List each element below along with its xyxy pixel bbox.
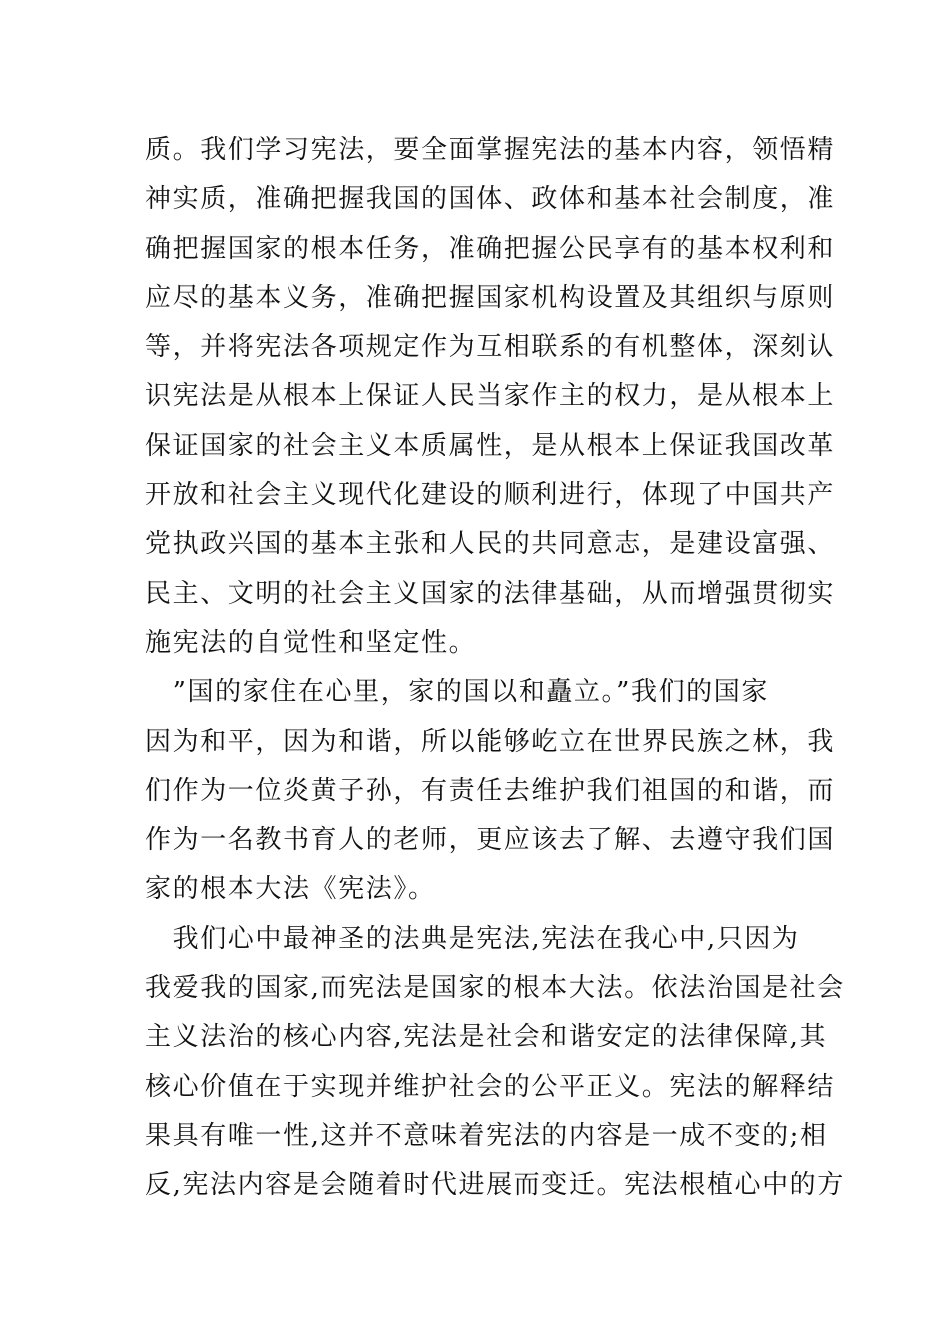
text-line: 等，并将宪法各项规定作为互相联系的有机整体，深刻认 — [145, 332, 836, 363]
text-line: 开放和社会主义现代化建设的顺利进行，体现了中国共产 — [145, 480, 836, 511]
text-line: 家的根本大法《宪法》。 — [145, 874, 436, 905]
text-line: 施宪法的自觉性和坚定性。 — [145, 627, 477, 658]
text-line: 我爱我的国家,而宪法是国家的根本大法。依法治国是社会 — [145, 973, 845, 1004]
text-line: 我们心中最神圣的法典是宪法,宪法在我心中,只因为 — [145, 923, 800, 954]
text-line: 应尽的基本义务，准确把握国家机构设置及其组织与原则 — [145, 282, 836, 313]
text-line: 党执政兴国的基本主张和人民的共同意志，是建设富强、 — [145, 529, 836, 560]
text-line: 因为和平，因为和谐，所以能够屹立在世界民族之林，我 — [145, 726, 836, 757]
text-line: 作为一名教书育人的老师，更应该去了解、去遵守我们国 — [145, 825, 836, 856]
text-line: 质。我们学习宪法，要全面掌握宪法的基本内容，领悟精 — [145, 135, 836, 165]
text-line: 们作为一位炎黄子孙，有责任去维护我们祖国的和谐，而 — [145, 775, 836, 806]
text-line: 反,宪法内容是会随着时代进展而变迁。宪法根植心中的方 — [145, 1170, 845, 1201]
text-line: 主义法治的核心内容,宪法是社会和谐安定的法律保障,其 — [145, 1022, 828, 1053]
text-line: ”国的家住在心里，家的国以和矗立。”我们的国家 — [145, 677, 769, 708]
text-line: 保证国家的社会主义本质属性，是从根本上保证我国改革 — [145, 430, 836, 461]
text-line: 确把握国家的根本任务，准确把握公民享有的基本权利和 — [145, 233, 836, 264]
text-line: 识宪法是从根本上保证人民当家作主的权力，是从根本上 — [145, 381, 836, 412]
text-line: 民主、文明的社会主义国家的法律基础，从而增强贯彻实 — [145, 578, 836, 609]
text-line: 神实质，准确把握我国的国体、政体和基本社会制度，准 — [145, 184, 836, 215]
text-line: 果具有唯一性,这并不意味着宪法的内容是一成不变的;相 — [145, 1120, 828, 1151]
text-line: 核心价值在于实现并维护社会的公平正义。宪法的解释结 — [145, 1071, 836, 1102]
body-text — [145, 126, 845, 1211]
